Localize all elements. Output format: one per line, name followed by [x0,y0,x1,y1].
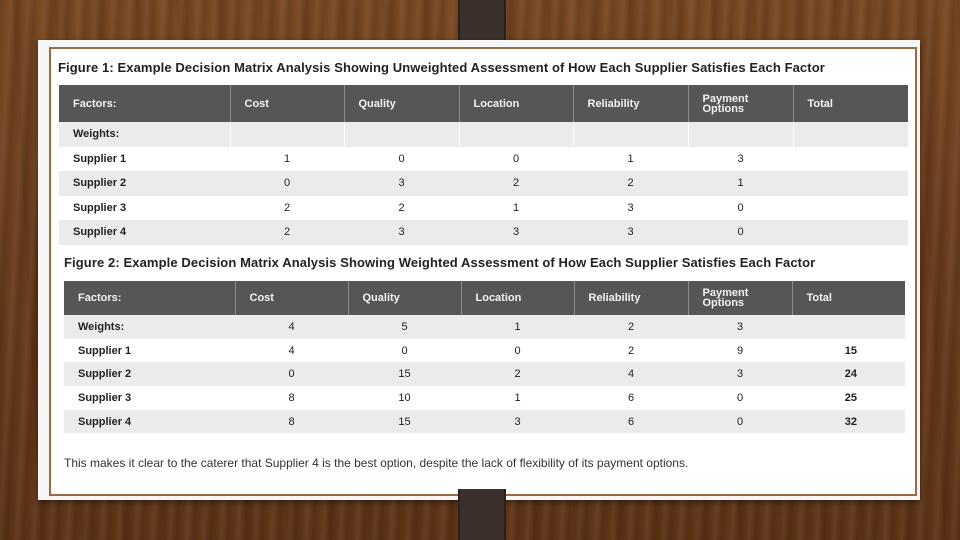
binder-strap-bottom [458,489,506,540]
cell-payment-options: 0 [688,220,793,245]
table-row [64,315,905,339]
cell-location: 0 [461,339,574,363]
cell-payment-options: 3 [688,147,793,172]
header-total: Total [792,281,905,315]
cell-location: 2 [461,362,574,386]
cell-total [793,220,908,245]
row-label: Supplier 4 [59,220,230,245]
cell-total [793,171,908,196]
cell-payment-options: 0 [688,410,792,434]
cell-location: 1 [459,196,573,221]
cell-total [793,122,908,147]
cell-reliability: 1 [573,147,688,172]
table-row [59,171,908,196]
header-payment-options: Payment Options [688,85,793,122]
header-row [64,281,905,315]
table-row [59,147,908,172]
cell-reliability: 3 [573,196,688,221]
cell-payment-options: 1 [688,171,793,196]
header-location: Location [459,85,573,122]
row-label: Supplier 2 [59,171,230,196]
header-cost: Cost [235,281,348,315]
cell-location: 2 [459,171,573,196]
figure-1-title: Figure 1: Example Decision Matrix Analysis Showing Unweighted Assessment of How Each Supplier Satisfies Each Factor [58,60,825,75]
table-row [64,362,905,386]
cell-total [792,315,905,339]
cell-total: 24 [792,362,905,386]
cell-quality: 15 [348,410,461,434]
cell-total: 32 [792,410,905,434]
cell-reliability: 4 [574,362,688,386]
header-reliability: Reliability [573,85,688,122]
cell-reliability: 2 [574,315,688,339]
cell-quality: 3 [344,171,459,196]
cell-cost: 1 [230,147,344,172]
cell-cost: 4 [235,339,348,363]
cell-total [793,196,908,221]
cell-reliability [573,122,688,147]
cell-cost: 2 [230,220,344,245]
row-label: Supplier 3 [64,386,235,410]
row-label: Supplier 4 [64,410,235,434]
cell-quality: 3 [344,220,459,245]
header-reliability: Reliability [574,281,688,315]
cell-quality: 10 [348,386,461,410]
cell-location: 3 [459,220,573,245]
cell-reliability: 2 [574,339,688,363]
header-location: Location [461,281,574,315]
table-row [64,410,905,434]
cell-cost: 0 [235,362,348,386]
cell-payment-options: 0 [688,196,793,221]
cell-total: 25 [792,386,905,410]
header-payment-options: Payment Options [688,281,792,315]
cell-total: 15 [792,339,905,363]
cell-cost [230,122,344,147]
table-row [59,122,908,147]
row-label: Weights: [59,122,230,147]
cell-location: 3 [461,410,574,434]
cell-cost: 0 [230,171,344,196]
cell-quality: 2 [344,196,459,221]
row-label: Supplier 2 [64,362,235,386]
figure-2-title: Figure 2: Example Decision Matrix Analysis Showing Weighted Assessment of How Each Supplier Satisfies Each Factor [64,255,816,270]
cell-quality: 5 [348,315,461,339]
cell-quality: 15 [348,362,461,386]
cell-location: 1 [461,386,574,410]
header-factors: Factors: [64,281,235,315]
cell-cost: 4 [235,315,348,339]
decision-matrix-weighted [64,281,905,433]
table-row [64,339,905,363]
row-label: Weights: [64,315,235,339]
decision-matrix-unweighted [59,85,909,245]
cell-reliability: 2 [573,171,688,196]
header-quality: Quality [348,281,461,315]
row-label: Supplier 3 [59,196,230,221]
cell-quality: 0 [348,339,461,363]
cell-payment-options: 3 [688,362,792,386]
conclusion-note: This makes it clear to the caterer that Supplier 4 is the best option, despite the lack of flexibility of its payment options. [64,456,689,470]
header-quality: Quality [344,85,459,122]
cell-cost: 8 [235,410,348,434]
cell-quality: 0 [344,147,459,172]
cell-location: 1 [461,315,574,339]
header-cost: Cost [230,85,344,122]
cell-payment-options: 9 [688,339,792,363]
cell-reliability: 6 [574,386,688,410]
cell-reliability: 3 [573,220,688,245]
cell-cost: 2 [230,196,344,221]
cell-reliability: 6 [574,410,688,434]
cell-payment-options: 3 [688,315,792,339]
cell-quality [344,122,459,147]
header-factors: Factors: [59,85,230,122]
cell-payment-options [688,122,793,147]
row-label: Supplier 1 [59,147,230,172]
cell-cost: 8 [235,386,348,410]
cell-location [459,122,573,147]
table-row [59,196,908,221]
cell-payment-options: 0 [688,386,792,410]
header-total: Total [793,85,908,122]
cell-location: 0 [459,147,573,172]
cell-total [793,147,908,172]
row-label: Supplier 1 [64,339,235,363]
header-row [59,85,908,122]
table-row [59,220,908,245]
table-row [64,386,905,410]
